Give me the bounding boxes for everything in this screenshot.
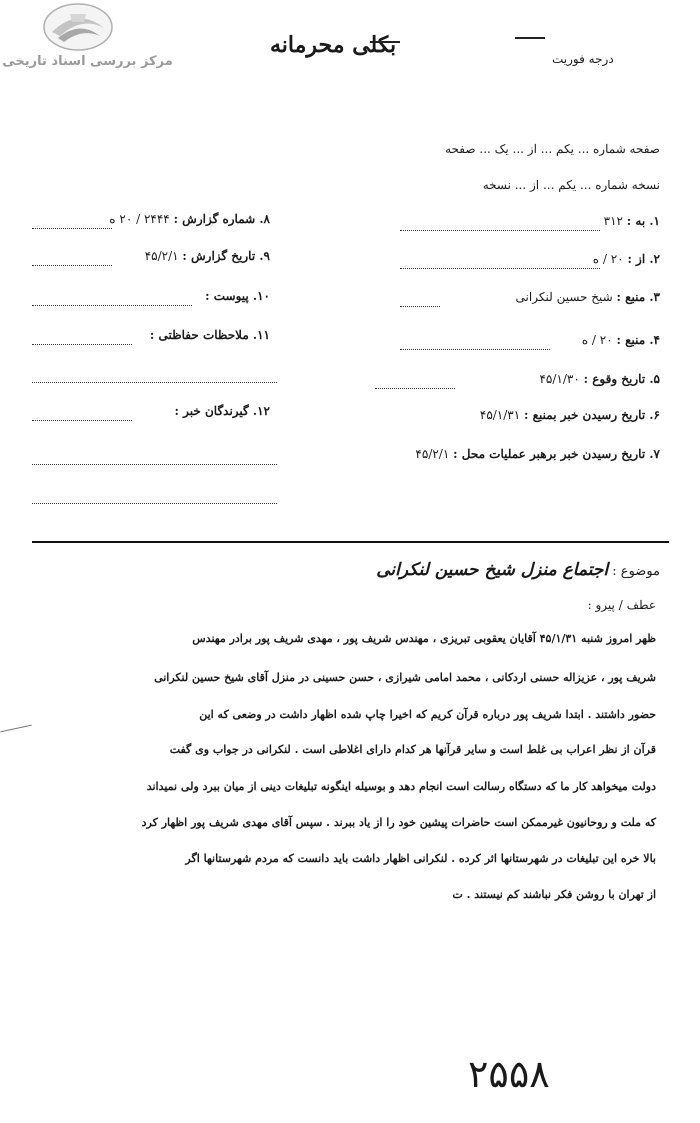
field-report-number — [109, 212, 270, 226]
dotted-line — [32, 305, 192, 306]
dotted-line — [400, 306, 440, 307]
body-text-line: قرآن از نظر اعراب بی غلط است و سایر قرآنها هر کدام دارای اغلاطی است . لنکرانی در جواب وی گفت — [169, 743, 656, 756]
field-label: ۵. تاریخ وقوع : — [583, 372, 660, 386]
field-operations-received-date — [415, 447, 660, 461]
dotted-line — [400, 349, 550, 350]
scan-artifact — [0, 725, 32, 733]
dotted-line — [32, 420, 132, 421]
body-text-line: که ملت و روحانیون غیرممکن است حاضرات پیشین خود را از یاد ببرند . سپس آقای مهدی شریف پور اظهار کرد — [141, 816, 656, 829]
section-divider — [32, 541, 669, 543]
dotted-line — [400, 268, 600, 269]
field-attachment — [205, 289, 270, 303]
body-text-line: ظهر امروز شنبه ۴۵/۱/۳۱ آقایان یعقوبی تبریزی ، مهندس شریف پور ، مهدی شریف پور برادر مهندس — [192, 632, 656, 645]
body-text-line: حضور داشتند . ابتدا شریف پور درباره قرآن کریم که اخیرا چاپ شده اظهار داشت در وضعی که این — [199, 708, 656, 721]
field-label: ۹. تاریخ گزارش : — [182, 249, 270, 263]
body-text-line: دولت میخواهد کار ما که دستگاه رسالت است انجام دهد و بوسیله اینگونه تبلیغات دینی از میان ببرد ولی نمیداند — [146, 780, 656, 793]
dotted-line — [32, 503, 277, 504]
field-source-code — [582, 333, 660, 347]
handwritten-page-number: ۲۵۵۸ — [468, 1052, 550, 1096]
dotted-line — [375, 388, 455, 389]
field-value: ۴۵/۱/۳۱ — [479, 408, 521, 422]
field-label: ۸. شماره گزارش : — [173, 212, 270, 226]
dotted-line — [32, 265, 112, 266]
field-label: ۴. منبع : — [616, 333, 660, 347]
dotted-line — [32, 228, 112, 229]
copy-number-line: نسخه شماره ... یکم ... از ... نسخه — [482, 178, 660, 192]
field-security-notes — [150, 328, 270, 342]
logo-caption: مرکز بررسی اسناد تاریخی — [2, 54, 173, 69]
field-label: ۱. به : — [626, 214, 660, 228]
stamp-underline — [370, 41, 400, 43]
dotted-line — [400, 230, 600, 231]
field-recipients — [175, 404, 270, 418]
subject-line — [376, 560, 660, 580]
field-source-received-date — [480, 408, 660, 422]
subject-value: اجتماع منزل شیخ حسین لنکرانی — [376, 560, 609, 580]
field-value: ۲۰ / ه — [592, 252, 624, 266]
archive-logo-icon — [42, 2, 114, 52]
field-value: ۲۴۴۴ / ۲۰ ه — [109, 212, 170, 226]
body-text-line: شریف پور ، عزیزاله حسنی اردکانی ، محمد امامی شیرازی ، حسن حسینی در منزل آقای شیخ حسین لنکرانی — [154, 671, 656, 684]
field-label: ۱۰. پیوست : — [205, 289, 270, 303]
field-value: ۳۱۲ — [603, 214, 623, 228]
field-value: ۴۵/۲/۱ — [144, 249, 179, 263]
field-label: ۱۲. گیرندگان خبر : — [174, 404, 270, 418]
field-value: ۴۵/۲/۱ — [415, 447, 450, 461]
field-value: شیخ حسین لنکرانی — [515, 290, 613, 304]
priority-label: درجه فوریت — [552, 52, 614, 66]
dotted-line — [32, 464, 277, 465]
reference-label: عطف / پیرو : — [587, 598, 656, 612]
field-label: ۶. تاریخ رسیدن خبر بمنبع : — [524, 408, 660, 422]
field-event-date — [539, 372, 660, 386]
field-label: ۷. تاریخ رسیدن خبر برهبر عملیات محل : — [453, 447, 660, 461]
field-from — [593, 252, 660, 266]
field-label: ۳. منبع : — [616, 290, 660, 304]
field-label: ۱۱. ملاحظات حفاظتی : — [149, 328, 270, 342]
dotted-line — [32, 382, 277, 383]
dotted-line — [32, 344, 132, 345]
priority-line — [515, 37, 545, 39]
field-source — [516, 290, 660, 304]
body-text-line: از تهران با روشن فکر نباشند کم نیستند . ت — [452, 888, 656, 901]
page-number-line: صفحه شماره ... یکم ... از ... یک ... صفحه — [445, 142, 660, 156]
field-report-date — [145, 249, 270, 263]
field-value: ۴۵/۱/۳۰ — [539, 372, 580, 386]
field-value: ۲۰ / ه — [581, 333, 613, 347]
body-text-line: بالا خره این تبلیغات در شهرستانها اثر کرده . لنکرانی اظهار داشت باید دانست که مردم شهرستانها اگر — [185, 852, 656, 865]
field-to — [604, 214, 660, 228]
classification-stamp: بکلی محرمانه — [270, 32, 397, 58]
field-label: ۲. از : — [627, 252, 660, 266]
subject-label: موضوع : — [612, 564, 660, 579]
